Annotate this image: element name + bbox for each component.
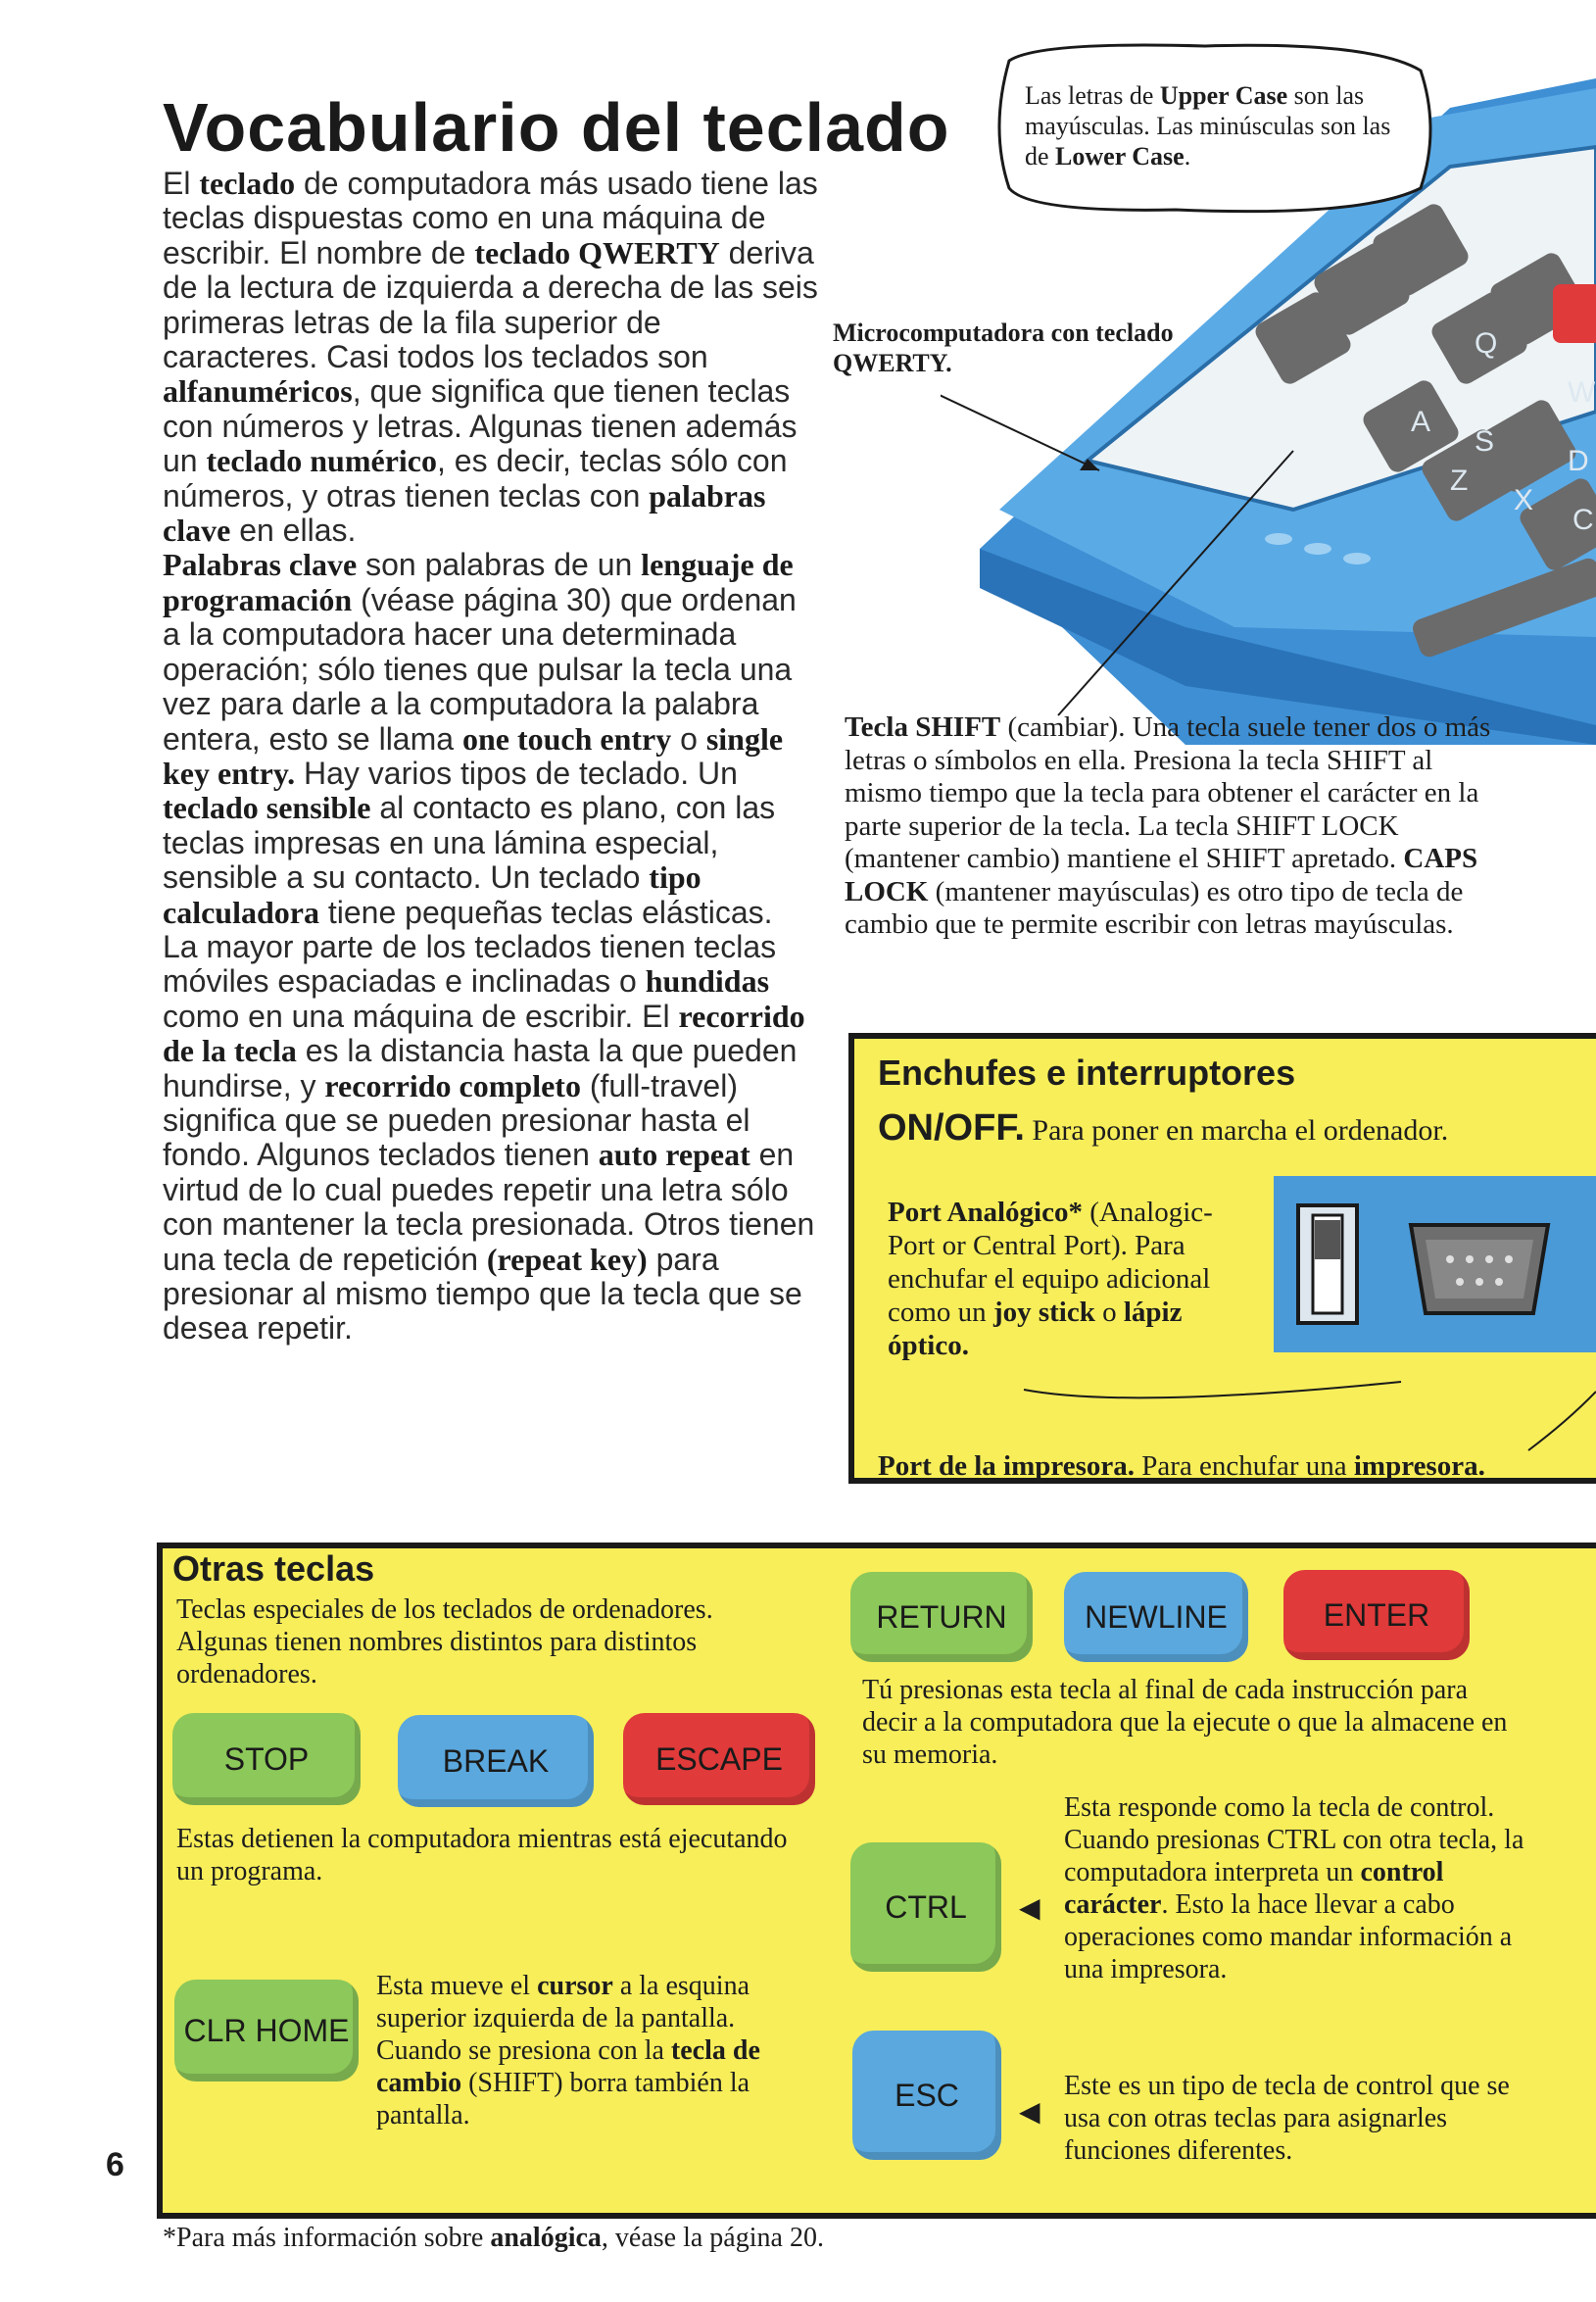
key-label: W [1568, 376, 1596, 409]
pointer-lines [1009, 1362, 1596, 1460]
key-label: C [1572, 504, 1594, 536]
body-paragraph: La mayor parte de los teclados tienen teclas móviles espaciadas e inclinadas o hundidas como en una máquina de escribir. El recorrido de la tecla es la distancia hasta la que pueden hundirse, y recorrido completo (full-travel) significa que se pueden presionar hasta el fondo. Algunos teclados tienen auto repeat en virtud de lo cual puedes repetir una letra sólo con mantener la tecla presionada. Otros tienen una tecla de repetición (repeat key) para presionar al mismo tiempo que la tecla que se desea repetir. [163, 928, 815, 1347]
arrow-left-icon: ◀ [1019, 1892, 1040, 1923]
other-keys-intro: Teclas especiales de los teclados de ordenadores. Algunas tienen nombres distintos para distintos ordenadores. [176, 1594, 713, 1690]
footnote: *Para más información sobre analógica, véase la página 20. [163, 2223, 824, 2253]
clr-home-text: Esta mueve el cursor a la esquina superior izquierda de la pantalla. Cuando se presiona con la tecla de cambio (SHIFT) borra también la pantalla. [376, 1971, 760, 2131]
ports-title: Enchufes e interruptores [878, 1053, 1296, 1093]
microcomputer-caption: Microcomputadora con teclado QWERTY. [833, 318, 1174, 377]
body-text [163, 167, 819, 1347]
key-label: S [1475, 425, 1495, 458]
shift-description: Tecla SHIFT (cambiar). Una tecla suele tener dos o más letras o símbolos en ella. Presiona la tecla SHIFT al mismo tiempo que la tecla para obtener el carácter en la parte superior de la tecla. La tecla SHIFT LOCK (mantener cambio) mantiene el SHIFT apretado. CAPS LOCK (mantener mayúsculas) es otro tipo de tecla de cambio que te permite escribir con letras mayúsculas. [845, 711, 1491, 940]
key-label: A [1411, 406, 1431, 438]
escape-key: ESCAPE [623, 1713, 815, 1805]
return-key: RETURN [850, 1572, 1033, 1662]
newline-key: NEWLINE [1064, 1572, 1248, 1662]
onoff-text: Para poner en marcha el ordenador. [1024, 1114, 1449, 1147]
key-label: Q [1475, 327, 1498, 360]
esc-key: ESC [852, 2031, 1001, 2160]
return-keys-text: Tú presionas esta tecla al final de cada instrucción para decir a la computadora que la ejecute o que la almacene en su memoria. [862, 1675, 1508, 1770]
onoff-line [878, 1107, 1583, 1150]
body-paragraph: El teclado de computadora más usado tiene las teclas dispuestas como en una máquina de escribir. El nombre de teclado QWERTY deriva de la lectura de izquierda a derecha de las seis primeras letras de la fila superior de caracteres. Casi todos los teclados son alfanuméricos, que significa que tienen teclas con números y letras. Algunas tienen además un teclado numérico, es decir, teclas sólo con números, y otras tienen teclas con palabras clave en ellas. [163, 166, 818, 549]
stop-key: STOP [172, 1713, 361, 1805]
body-paragraph: Palabras clave son palabras de un lenguaje de programación (véase página 30) que ordenan a la computadora hacer una determinada operación; sólo tienes que pulsar la tecla una vez para darle a la computadora la palabra entera, esto se llama one touch entry o single key entry. Hay varios tipos de teclado. Un teclado sensible al contacto es plano, con las teclas impresas en una lámina especial, sensible a su contacto. Un teclado tipo calculadora tiene pequeñas teclas elásticas. [163, 547, 797, 930]
page-number: 6 [106, 2146, 124, 2183]
page-title: Vocabulario del teclado [163, 89, 950, 166]
key-label: X [1514, 484, 1534, 516]
printer-port-text: Port de la impresora. Para enchufar una impresora. [878, 1450, 1485, 1482]
bubble-text: Las letras de Upper Case son las mayúsculas. Las minúsculas son las de Lower Case. [1025, 81, 1391, 171]
arrow-left-icon: ◀ [1019, 2096, 1040, 2127]
clr-home-key: CLR HOME [174, 1980, 359, 2082]
other-keys-title: Otras teclas [172, 1548, 375, 1589]
key-label: D [1568, 445, 1589, 477]
break-key: BREAK [398, 1715, 594, 1807]
stop-keys-text: Estas detienen la computadora mientras está ejecutando un programa. [176, 1824, 788, 1886]
enter-key: ENTER [1283, 1570, 1470, 1660]
ports-drawing [1274, 1176, 1596, 1352]
ctrl-key-text: Esta responde como la tecla de control. Cuando presionas CTRL con otra tecla, la computadora interpreta un control carácter. Esto la hace llevar a cabo operaciones como mandar información a una impresora. [1064, 1792, 1524, 1984]
onoff-label: ON/OFF. [878, 1107, 1025, 1149]
analog-port-text: Port Analógico* (Analogic-Port or Central Port). Para enchufar el equipo adicional como un joy stick o lápiz óptico. [888, 1197, 1213, 1361]
esc-key-text: Este es un tipo de tecla de control que se usa con otras teclas para asignarles funciones diferentes. [1064, 2071, 1510, 2166]
ports-photo [1274, 1176, 1596, 1352]
key-label: Z [1450, 465, 1469, 497]
ctrl-key: CTRL [850, 1842, 1001, 1972]
